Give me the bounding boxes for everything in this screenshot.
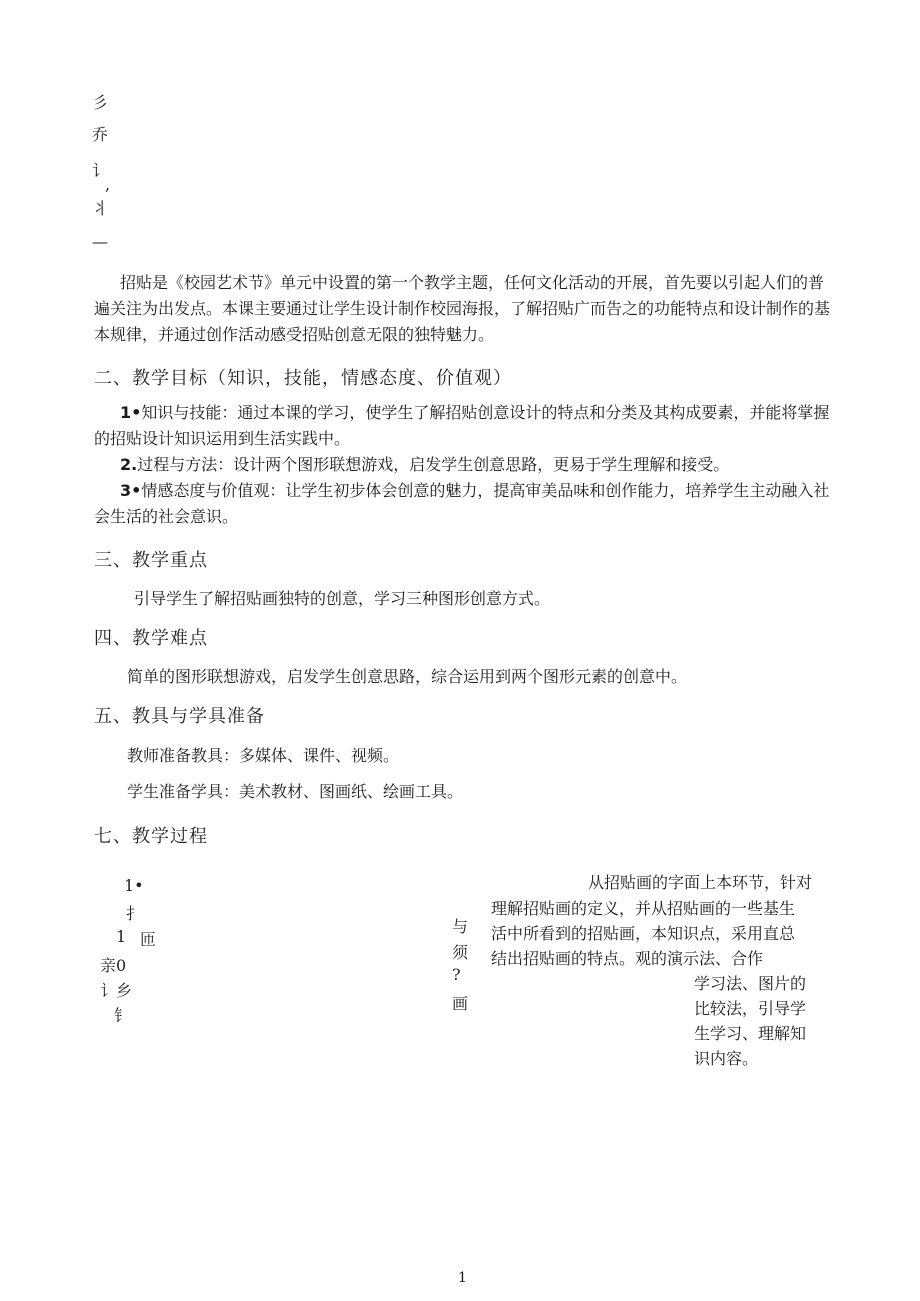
table-mid-fragment-3: ?	[452, 965, 461, 984]
table-fragment-1: 1•	[124, 876, 144, 895]
objective-2	[94, 452, 834, 478]
objective-1	[94, 400, 834, 452]
objective-3	[94, 478, 834, 530]
table-fragment-6: 讠乡	[100, 981, 133, 1000]
key-points-text: 引导学生了解招贴画独特的创意，学习三种图形创意方式。	[134, 589, 551, 608]
teacher-materials: 教师准备教具：多媒体、课件、视频。	[127, 746, 400, 765]
table-mid-fragment-2: 须	[452, 943, 469, 962]
section-heading-difficulties: 四、教学难点	[94, 628, 208, 649]
difficulties-text: 简单的图形联想游戏，启发学生创意思路，综合运用到两个图形元素的创意中。	[127, 667, 688, 686]
table-right-sub-3: 生学习、理解知	[694, 1024, 807, 1043]
table-fragment-4: 匝	[140, 930, 157, 949]
objective-3-number: 3•	[120, 481, 142, 500]
fragment-1: 彡	[92, 93, 109, 112]
table-fragment-2: 扌	[126, 904, 143, 923]
section-heading-key-points: 三、教学重点	[94, 550, 208, 571]
objective-2-text: 过程与方法：设计两个图形联想游戏，启发学生创意思路，更易于学生理解和接受。	[137, 455, 730, 474]
section-heading-objectives: 二、教学目标（知识，技能，情感态度、价值观）	[94, 368, 512, 389]
student-materials: 学生准备学具：美术教材、图画纸、绘画工具。	[127, 782, 464, 801]
fragment-3: 讠	[92, 161, 109, 180]
table-fragment-3: 1	[116, 927, 127, 946]
page-number: 1	[458, 1270, 467, 1286]
table-right-sub-1: 学习法、图片的	[694, 974, 807, 993]
table-fragment-7: 钅	[114, 1006, 131, 1025]
objective-1-text: 知识与技能：通过本课的学习，使学生了解招贴创意设计的特点和分类及其构成要素，并能将掌握的招贴设计知识运用到生活实践中。	[94, 403, 830, 448]
fragment-comma: ,	[105, 175, 111, 194]
table-right-line-3: 活中所看到的招贴画，本知识点，采用直总	[491, 924, 796, 943]
table-right-line-4: 结出招贴画的特点。观的演示法、合作	[491, 949, 764, 968]
intro-paragraph: 招贴是《校园艺术节》单元中设置的第一个教学主题，任何文化活动的开展，首先要以引起人们的普遍关注为出发点。本课主要通过让学生设计制作校园海报，了解招贴广而告之的功能特点和设计制作的基本规律，并通过创作活动感受招贴创意无限的独特魅力。	[94, 273, 831, 344]
fragment-dash: —	[92, 232, 108, 251]
objective-3-text: 情感态度与价值观：让学生初步体会创意的魅力，提高审美品味和创作能力，培养学生主动融入社会生活的社会意识。	[94, 481, 830, 526]
table-mid-fragment-4: 画	[452, 994, 469, 1013]
fragment-2: 乔	[92, 125, 109, 144]
table-fragment-5: 亲0	[100, 956, 127, 975]
table-mid-fragment-1: 与	[452, 917, 469, 936]
table-right-line-1: 从招贴画的字面上本环节，针对	[588, 873, 813, 892]
objective-1-number: 1•	[120, 403, 142, 422]
table-right-sub-2: 比较法，引导学	[694, 999, 807, 1018]
section-heading-materials: 五、教具与学具准备	[94, 706, 265, 727]
table-right-sub-4: 识内容。	[694, 1049, 759, 1068]
section-heading-process: 七、教学过程	[94, 826, 208, 847]
table-right-line-2: 理解招贴画的定义，并从招贴画的一些基生	[491, 899, 796, 918]
objective-2-number: 2.	[120, 455, 138, 474]
fragment-4: 丬	[92, 199, 109, 218]
